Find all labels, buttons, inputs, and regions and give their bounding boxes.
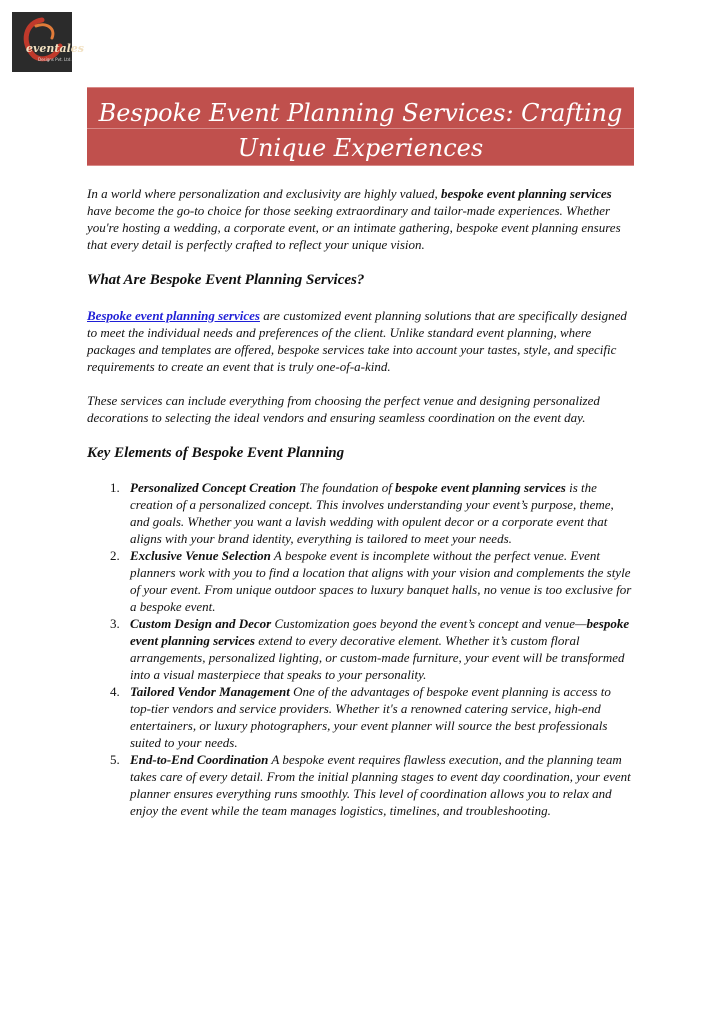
list-number: 1. (110, 480, 120, 495)
definition-text: are customized event planning solutions that are specifically designed to meet the individual needs and preferences of the client. Unlike standard event planning, where packages and templates are offered, bespoke services take into account your tastes, style, and specific requirements to create an event that is truly one-of-a-kind. (87, 308, 627, 374)
list-item-text: The foundation of (296, 480, 396, 495)
article-body (87, 185, 635, 819)
list-item-bold: bespoke event planning services (395, 480, 566, 495)
logo-subtext: Designs Pvt. Ltd. (38, 57, 72, 62)
list-item (87, 547, 635, 615)
list-item-text: One of the advantages of bespoke event planning is access to top-tier vendors and service providers. Whether it's a renowned catering service, high-end entertainers, or luxury photographers, your event planner will source the best professionals suited to your needs. (130, 684, 611, 750)
intro-text-2: have become the go-to choice for those seeking extraordinary and tailor-made experiences. Whether you're hosting a wedding, a corporate event, or an intimate gathering, bespoke event planning ensures that every detail is perfectly crafted to reflect your unique vision. (87, 203, 621, 252)
page-title (87, 88, 634, 166)
list-number: 4. (110, 684, 120, 699)
list-item-text: A bespoke event is incomplete without the perfect venue. Event planners work with you to find a location that aligns with your vision and complements the style of your event. From unique outdoor spaces to luxury banquet halls, no venue is too exclusive for a bespoke event. (130, 548, 632, 614)
list-item (87, 751, 635, 819)
logo-text: eventales (26, 42, 84, 55)
list-item (87, 683, 635, 751)
list-number: 5. (110, 752, 120, 767)
key-elements-list (87, 479, 635, 819)
list-number: 3. (110, 616, 120, 631)
list-item-text: extend to every decorative element. Whether it’s custom floral arrangements, personalized lighting, or custom-made furniture, your event will be transformed into a visual masterpiece that speaks to your personality. (130, 633, 625, 682)
list-item-title: End-to-End Coordination (130, 752, 269, 767)
list-item-title: Personalized Concept Creation (130, 480, 297, 495)
page-title-line-2: Unique Experiences (237, 134, 484, 162)
list-item-title: Tailored Vendor Management (130, 684, 290, 699)
intro-bold-phrase: bespoke event planning services (440, 186, 612, 201)
section-heading-key-elements: Key Elements of Bespoke Event Planning (87, 445, 345, 461)
list-item-text: is the creation of a personalized concept. This involves understanding your event’s purpose, theme, and goals. Whether you want a lavish wedding with opulent decor or a corporate event that aligns with your brand identity, everything is tailored to meet your needs. (130, 480, 614, 546)
services-paragraph: These services can include everything from choosing the perfect venue and designing personalized decorations to selecting the ideal vendors and ensuring seamless coordination on the event day. (87, 393, 600, 425)
list-item (87, 479, 635, 547)
list-item-text: Customization goes beyond the event’s concept and venue— (271, 616, 587, 631)
list-number: 2. (110, 548, 120, 563)
list-item-text: A bespoke event requires flawless execution, and the planning team takes care of every detail. From the initial planning stages to event day coordination, your event planner ensures everything runs smoothly. This level of coordination allows you to relax and enjoy the event while the team manages logistics, timelines, and troubleshooting. (130, 752, 631, 818)
section-heading-what-are: What Are Bespoke Event Planning Services? (87, 272, 365, 288)
list-item-title: Custom Design and Decor (130, 616, 272, 631)
page-title-line-1: Bespoke Event Planning Services: Crafting (98, 99, 623, 127)
company-logo (12, 12, 84, 72)
bespoke-services-link[interactable]: Bespoke event planning services (87, 308, 260, 323)
title-banner (87, 87, 634, 166)
definition-paragraph (87, 307, 635, 375)
list-item (87, 615, 635, 683)
intro-text-1: In a world where personalization and exclusivity are highly valued, (87, 186, 441, 201)
list-item-bold: bespoke event planning services (130, 616, 630, 648)
intro-paragraph (87, 185, 635, 253)
list-item-title: Exclusive Venue Selection (130, 548, 271, 563)
